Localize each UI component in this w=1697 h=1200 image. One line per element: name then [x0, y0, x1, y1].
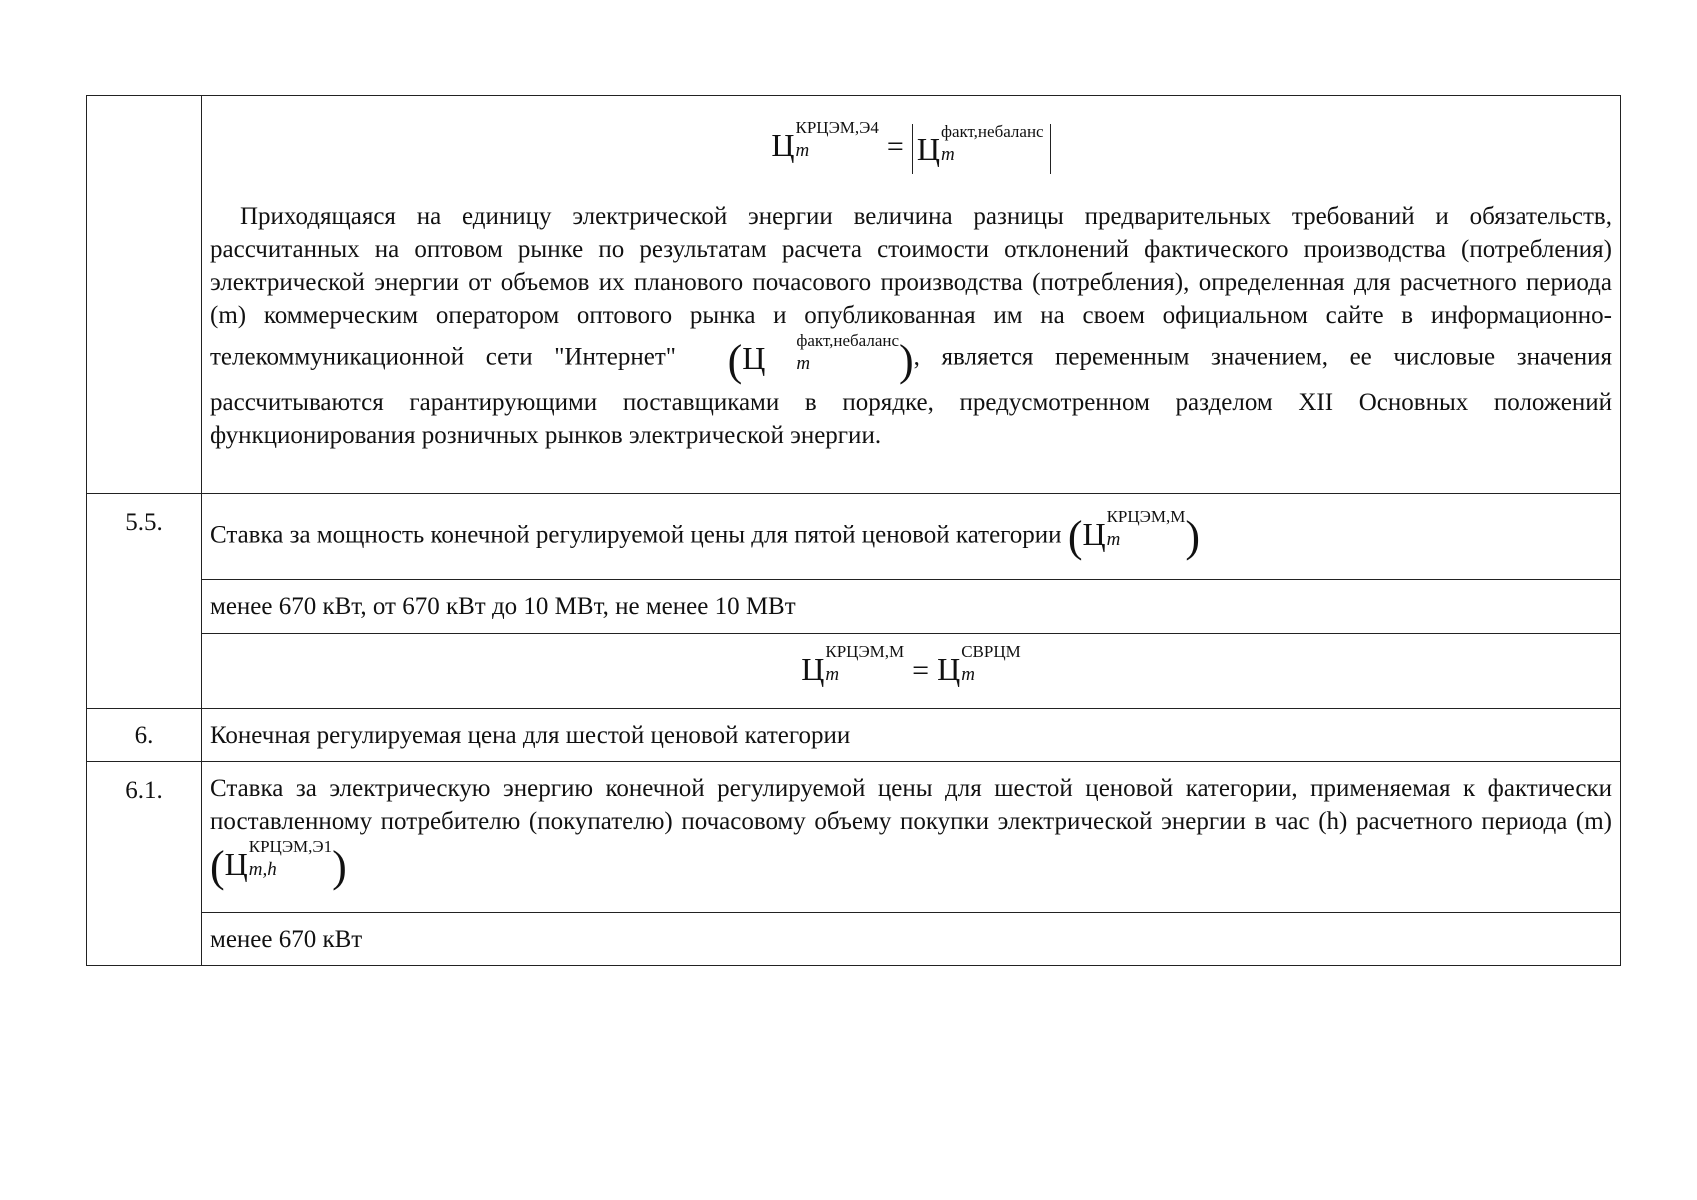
- row-number-cell: 6.: [87, 709, 202, 762]
- row-content-cell: [202, 96, 1621, 494]
- row-title: Ставка за мощность конечной регулируемой цены для пятой ценовой категории: [210, 521, 1062, 549]
- table-row: [87, 762, 1621, 913]
- formula-cell: Ц КРЦЭМ,М m = Ц СВРЦМ m: [202, 634, 1621, 709]
- table-row: [87, 96, 1621, 494]
- table-row: [87, 580, 1621, 634]
- row-number-cell: 5.5.: [87, 494, 202, 709]
- table-row: [87, 634, 1621, 709]
- row-subrow-cell: менее 670 кВт, от 670 кВт до 10 МВт, не менее 10 МВт: [202, 580, 1621, 634]
- formula-e4: Ц КРЦЭМ,Э4 m = Ц факт,небаланс m: [210, 106, 1612, 200]
- table-row: [87, 709, 1621, 762]
- table-row: [87, 913, 1621, 966]
- inline-formula-fakt-nebalans: (Ц факт,небаланс m ): [727, 331, 914, 385]
- row-number-cell: 6.1.: [87, 762, 202, 966]
- row-number-cell: [87, 96, 202, 494]
- row-title-cell: [202, 494, 1621, 580]
- tariff-table: [86, 95, 1621, 966]
- row-subrow-cell: менее 670 кВт: [202, 913, 1621, 966]
- table-row: [87, 494, 1621, 580]
- row-title-cell: Ставка за электрическую энергию конечной регулируемой цены для шестой ценовой категории, применяемая к фактически поставленному потребителю (покупателю) почасовому объему покупки электрической энергии в час (h) расчетного периода (m) (Ц КРЦЭМ,Э1 m,h ): [202, 762, 1621, 913]
- title-formula: (Ц КРЦЭМ,М m ): [1067, 506, 1201, 561]
- row-title-cell: Конечная регулируемая цена для шестой ценовой категории: [202, 709, 1621, 762]
- definition-paragraph: Приходящаяся на единицу электрической энергии величина разницы предварительных требований и обязательств, рассчитанных на оптовом рынке по результатам расчета стоимости отклонений фактического производства (потребления) электрической энергии от объемов их планового почасового производства (потребления), определенная для расчетного периода (m) коммерческим оператором оптового рынка и опубликованная им на своем официальном сайте в информационно-телекоммуникационной сети "Интернет" (Ц факт,небаланс m ), является переменным значением, ее числовые значения рассчитываются гарантирующими поставщиками в порядке, предусмотренном разделом XII Основных положений функционирования розничных рынков электрической энергии.: [210, 203, 1613, 449]
- title-formula: (Ц КРЦЭМ,Э1 m,h ): [210, 837, 347, 891]
